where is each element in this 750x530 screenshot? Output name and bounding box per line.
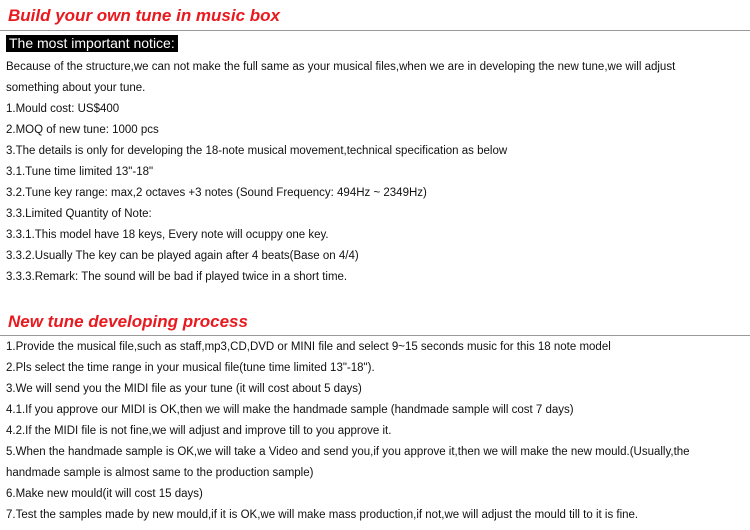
- section-divider-2: [0, 335, 750, 336]
- notice-line: 3.3.1.This model have 18 keys, Every note will ocuppy one key.: [6, 229, 329, 241]
- notice-line: Because of the structure,we can not make the full same as your musical files,when we are in developing the new tune,we will adjust: [6, 61, 676, 73]
- notice-label: The most important notice:: [6, 35, 178, 52]
- notice-line: 3.2.Tune key range: max,2 octaves +3 notes (Sound Frequency: 494Hz ~ 2349Hz): [6, 187, 427, 199]
- process-line: handmade sample is almost same to the production sample): [6, 467, 314, 479]
- notice-line: 3.The details is only for developing the 18-note musical movement,technical specification as below: [6, 145, 508, 157]
- notice-line: 3.3.3.Remark: The sound will be bad if played twice in a short time.: [6, 271, 348, 283]
- notice-line: something about your tune.: [6, 82, 146, 94]
- notice-line: 3.3.Limited Quantity of Note:: [6, 208, 152, 220]
- notice-line: 1.Mould cost: US$400: [6, 103, 120, 115]
- process-line: 6.Make new mould(it will cost 15 days): [6, 488, 203, 500]
- process-line: 1.Provide the musical file,such as staff,mp3,CD,DVD or MINI file and select 9~15 seconds music for this 18 note model: [6, 341, 611, 353]
- process-line: 2.Pls select the time range in your musical file(tune time limited 13"-18").: [6, 362, 375, 374]
- process-line: 7.Test the samples made by new mould,if it is OK,we will make mass production,if not,we will adjust the mould till to it is fine.: [6, 509, 639, 521]
- notice-line: 2.MOQ of new tune: 1000 pcs: [6, 124, 159, 136]
- process-line: 4.2.If the MIDI file is not fine,we will adjust and improve till to you approve it.: [6, 425, 392, 437]
- notice-line: 3.3.2.Usually The key can be played again after 4 beats(Base on 4/4): [6, 250, 359, 262]
- section-title-developing-process: New tune developing process: [8, 312, 248, 331]
- process-line: 4.1.If you approve our MIDI is OK,then we will make the handmade sample (handmade sample will cost 7 days): [6, 404, 574, 416]
- section-title-build-tune: Build your own tune in music box: [8, 6, 281, 25]
- process-line: 5.When the handmade sample is OK,we will take a Video and send you,if you approve it,then we will make the new mould.(Usually,the: [6, 446, 690, 458]
- section-divider-1: [0, 30, 750, 31]
- process-line: 3.We will send you the MIDI file as your tune (it will cost about 5 days): [6, 383, 362, 395]
- notice-line: 3.1.Tune time limited 13"-18": [6, 166, 154, 178]
